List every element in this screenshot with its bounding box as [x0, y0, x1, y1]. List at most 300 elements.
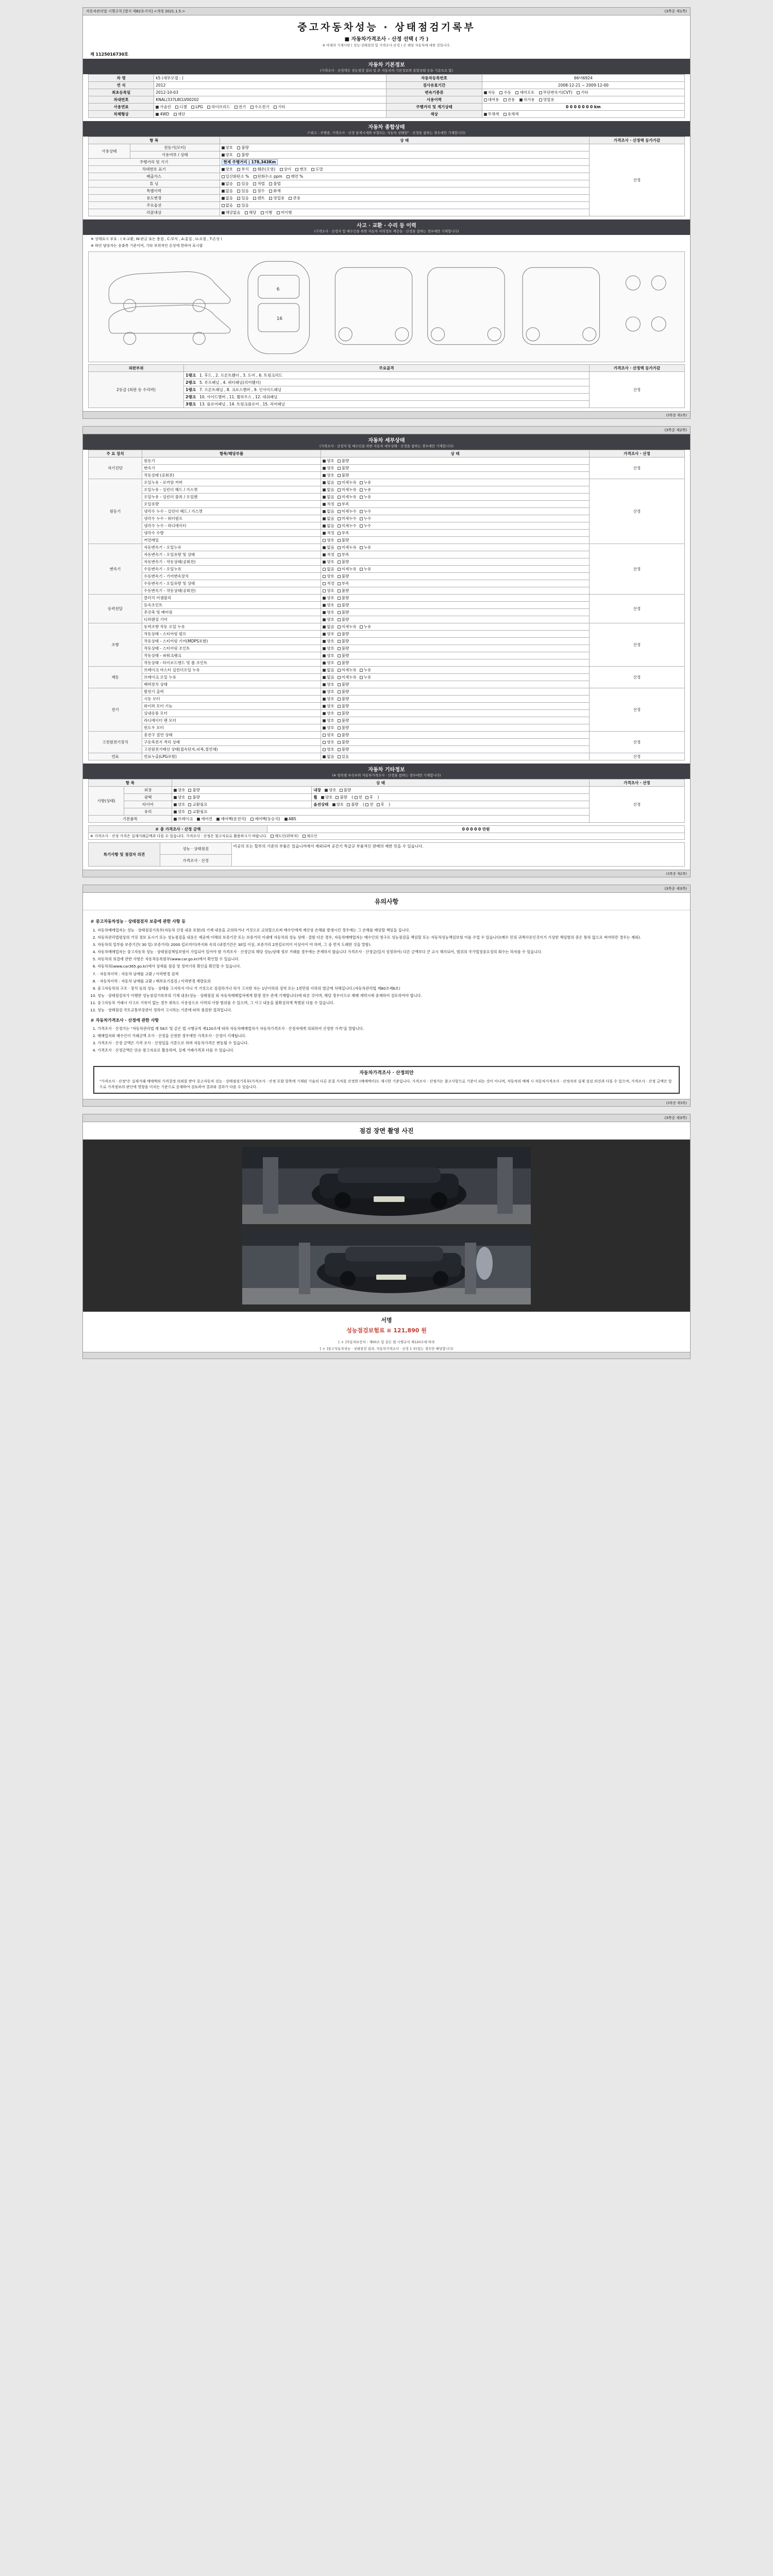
- guide-item-2-3: 4. 가격조사 · 산정금액은 단순 참고자료로 활용하며, 실제 거래가격과 다를 수 있습니다.: [97, 1047, 683, 1053]
- o20-good[interactable]: 양호: [174, 802, 186, 807]
- o11-front[interactable]: 전: [355, 794, 362, 800]
- remarks-row-1-key: 가격조사 · 산정: [160, 855, 231, 867]
- d65-bad[interactable]: 불량: [338, 725, 349, 731]
- detail-item-2-4: 수동변속기 - 기어변속장치: [142, 573, 321, 580]
- guide-item-1-8: 9. 중고자동차의 구조 · 장치 등의 성능 · 상태를 고지하지 아니 거 거짓으로 검검하거나 허가 고지한 자는 1년이하의 징역 또는 1천만원 이하의 벌금에 처해집니다.(자동차관리법 제80조제6호): [97, 986, 683, 991]
- guide-head-2: ＃ 자동차가격조사 · 산정에 관한 사항: [90, 1018, 159, 1023]
- declaration-box: [93, 1066, 680, 1094]
- detail-state-6-3: [321, 710, 590, 717]
- d01-good[interactable]: 양호: [323, 465, 334, 471]
- option-yes[interactable]: 있음: [237, 202, 249, 208]
- o11-bad[interactable]: 불량: [335, 794, 347, 800]
- color-opt-achromatic[interactable]: 무채색: [484, 111, 499, 117]
- recall-done[interactable]: 이행: [261, 210, 273, 215]
- detail-item-1-6: 냉각수 누수 - 라디에이터: [142, 522, 321, 530]
- d44-good[interactable]: 양호: [323, 653, 334, 658]
- d12-mini[interactable]: 미세누유: [338, 494, 357, 500]
- o21-rear[interactable]: 후: [377, 802, 384, 807]
- detail-item-4-5: 작동상태 - 타이로드엔드 및 볼 조인트: [142, 659, 321, 667]
- value-plate-no: 66머6924: [482, 75, 684, 82]
- d14-leak[interactable]: 누수: [360, 509, 372, 514]
- detail-state-4-1: [321, 631, 590, 638]
- d11-mini[interactable]: 미세누유: [338, 487, 357, 493]
- vin-opt-altered[interactable]: 변조: [295, 166, 307, 172]
- usechange-rent[interactable]: 렌트: [253, 195, 265, 201]
- fuel-opt-electric[interactable]: 전기: [234, 104, 246, 110]
- detail-item-4-2: 작동상태 - 스티어링 기어(MDPS포함): [142, 638, 321, 645]
- d60-good[interactable]: 양호: [323, 689, 334, 694]
- o11-rear[interactable]: 후: [365, 794, 373, 800]
- emission-smoke[interactable]: 매연 %: [287, 174, 303, 179]
- usage-opt-gov[interactable]: 관용: [503, 97, 515, 103]
- detail-item-5-1: 브레이크 오일 누유: [142, 674, 321, 681]
- d26-good[interactable]: 양호: [323, 588, 334, 594]
- d00-good[interactable]: 양호: [323, 458, 334, 464]
- d14-mini[interactable]: 미세누수: [338, 509, 357, 514]
- d71-bad[interactable]: 불량: [338, 739, 349, 745]
- other-row-2-second: 옵션상태 양호 불량 ( 전 후 ): [312, 801, 589, 808]
- o21-good[interactable]: 양호: [332, 802, 344, 807]
- d15-none[interactable]: 없음: [323, 516, 334, 521]
- photo1-svg: [242, 1147, 531, 1224]
- d16-none[interactable]: 없음: [323, 523, 334, 529]
- tuning-illegal[interactable]: 불법: [269, 181, 281, 187]
- d44-bad[interactable]: 불량: [338, 653, 349, 658]
- page2-left: [86, 428, 87, 433]
- tuning-none[interactable]: 없음: [222, 181, 233, 187]
- label-car-name: 차 명: [89, 75, 154, 82]
- inspection-photo-1: [242, 1147, 531, 1224]
- detail-col-price: 가격조사 · 산정: [589, 450, 684, 457]
- total-note: ※ 가격조사 · 산정 가격은 실제거래금액과 다를 수 있습니다. 가격조사 · 산정은 참고자료로 활용하시기 바랍니다. 매도인(위탁자) 매수인: [89, 833, 685, 840]
- vin-opt-good[interactable]: 양호: [222, 166, 233, 172]
- d31-bad[interactable]: 불량: [338, 602, 349, 608]
- page4-number: (3쪽중 제3쪽): [664, 1116, 687, 1121]
- guide-item-2-2: 3. 가격조사 · 산정 금액은 가격 조사 · 산정일을 기준으로 하며 자동차가격은 변동될 수 있습니다.: [97, 1040, 683, 1046]
- d24-good[interactable]: 양호: [323, 573, 334, 579]
- d17-ok[interactable]: 적정: [323, 530, 334, 536]
- detail-state-0-0: [321, 457, 590, 465]
- detail-item-7-1: 구동축전지 격리 상태: [142, 739, 321, 746]
- overall-row-1-name: 사용여부 / 상태: [130, 151, 220, 159]
- o30-good[interactable]: 양호: [174, 809, 186, 815]
- rank-col-price: 가격조사 · 산정액 등가가감: [589, 365, 684, 372]
- declaration-title: 자동차가격조사 · 산정의안: [359, 1070, 414, 1076]
- value-model-year: 2012: [154, 82, 386, 89]
- usage-opt-business[interactable]: 영업용: [539, 97, 554, 103]
- guide-item-2-0: 1. 가격조사 · 산정가는 "자동차관리법 제 58조 및 같은 법 시행규칙 제120조에 따라 자동차매매업자가 자동차가격조사 · 산정자에게 의뢰하여 산정한 가격"을 말합니다.: [97, 1026, 683, 1031]
- recall-yes[interactable]: 해당: [245, 210, 257, 215]
- d25-low[interactable]: 부족: [338, 581, 349, 586]
- o11-good[interactable]: 양호: [321, 794, 333, 800]
- d23-leak[interactable]: 누유: [360, 566, 372, 572]
- d70-good[interactable]: 양호: [323, 732, 334, 738]
- o30-rep[interactable]: 교환필요: [188, 809, 207, 815]
- detail-state-4-0: [321, 623, 590, 631]
- svg-text:6: 6: [276, 287, 280, 293]
- label-usage-history: 사용이력: [386, 96, 482, 104]
- overall-row-3-name: 차대번호 표기: [89, 166, 220, 173]
- detail-group-self-diagnosis: 자기진단: [89, 457, 142, 479]
- remarks-table: [88, 842, 685, 867]
- d32-bad[interactable]: 불량: [338, 609, 349, 615]
- detail-state-2-5: [321, 580, 590, 587]
- color-opt-chromatic[interactable]: 유채색: [503, 111, 519, 117]
- d45-good[interactable]: 양호: [323, 660, 334, 666]
- row1-opt-good[interactable]: 양호: [222, 152, 233, 158]
- overall-row-3-state: [220, 166, 589, 173]
- d31-good[interactable]: 양호: [323, 602, 334, 608]
- o20-rep[interactable]: 교환필요: [188, 802, 207, 807]
- trans-opt-semi[interactable]: 세미오토: [515, 90, 534, 95]
- total-value: 0 0 0 0 0 만원: [267, 826, 685, 833]
- d63-good[interactable]: 양호: [323, 710, 334, 716]
- detail-price-3: 산정: [589, 595, 684, 623]
- d40-none[interactable]: 없음: [323, 624, 334, 630]
- d22-good[interactable]: 양호: [323, 559, 334, 565]
- page4-footer: [83, 1352, 690, 1359]
- d12-leak[interactable]: 누유: [360, 494, 372, 500]
- overall-row-4-name: 배출가스: [89, 173, 220, 180]
- base-airbag-driver[interactable]: 에어백(운전석): [216, 816, 246, 822]
- usage-opt-rental[interactable]: 대여용: [484, 97, 499, 103]
- trans-opt-cvt[interactable]: 무단변속기(CVT): [539, 90, 573, 95]
- detail-state-5-1: [321, 674, 590, 681]
- d42-good[interactable]: 양호: [323, 638, 334, 644]
- o01-bad[interactable]: 불량: [340, 787, 351, 793]
- overall-row-5-name: 튜 닝: [89, 180, 220, 188]
- detail-group-steering: 조향: [89, 623, 142, 667]
- emission-hc[interactable]: 탄화수소 ppm: [254, 174, 282, 179]
- d50-mini[interactable]: 미세누유: [338, 667, 357, 673]
- usechange-biz[interactable]: 영업용: [269, 195, 284, 201]
- total-check-seller[interactable]: 매도인(위탁자): [271, 834, 298, 839]
- base-ac[interactable]: 에어컨: [197, 816, 212, 822]
- vin-opt-diff[interactable]: 상이: [280, 166, 292, 172]
- d41-bad[interactable]: 불량: [338, 631, 349, 637]
- label-fuel: 사용연료: [89, 104, 154, 111]
- d16-mini[interactable]: 미세누수: [338, 523, 357, 529]
- remarks-row-value[interactable]: 비공의 또는 할부의 기준의 부품은 있습니까에서 제외되며 공간기 특급규 부품적인 판매의 제한 민을 수 있습니다.: [231, 843, 684, 867]
- detail-price-2: 산정: [589, 544, 684, 595]
- fuel-opt-hydrogen[interactable]: 수소전기: [250, 104, 270, 110]
- value-usage-history: [482, 96, 684, 104]
- page2-header-bar: [83, 427, 690, 434]
- special-fire[interactable]: 화재: [269, 188, 281, 194]
- d02-bad[interactable]: 불량: [338, 472, 349, 478]
- o00-bad[interactable]: 불량: [188, 787, 200, 793]
- vin-opt-damage[interactable]: 훼손(오염): [253, 166, 275, 172]
- detail-group-brake: 제동: [89, 667, 142, 688]
- overall-row-8-state: [220, 202, 589, 209]
- rank-row-3: 2랭크 10. 사이드멤버 , 11. 휠하우스 , 12. 대쉬패널: [184, 394, 590, 401]
- d64-good[interactable]: 양호: [323, 718, 334, 723]
- detail-state-6-5: [321, 724, 590, 732]
- detail-group-electric: 전기: [89, 688, 142, 732]
- value-vin: KNAL(337L8CLV00202: [154, 96, 386, 104]
- special-yes[interactable]: 있음: [237, 188, 249, 194]
- detail-item-3-1: 등속조인트: [142, 602, 321, 609]
- label-vin: 차대번호: [89, 96, 154, 104]
- detail-item-6-0: 발전기 출력: [142, 688, 321, 696]
- detail-state-8-0: [321, 753, 590, 760]
- usechange-yes[interactable]: 있음: [237, 195, 249, 201]
- detail-item-1-5: 냉각수 누수 - 워터펌프: [142, 515, 321, 522]
- other-row-0-name: 외장: [124, 787, 172, 794]
- detail-state-1-3: [321, 501, 590, 508]
- total-check-buyer[interactable]: 매수인: [303, 834, 317, 839]
- d20-mini[interactable]: 미세누유: [338, 545, 357, 550]
- d14-none[interactable]: 없음: [323, 509, 334, 514]
- o10-good[interactable]: 양호: [174, 794, 186, 800]
- detail-item-3-0: 클러치 어셈블리: [142, 595, 321, 602]
- d26-bad[interactable]: 불량: [338, 588, 349, 594]
- d21-ok[interactable]: 적정: [323, 552, 334, 557]
- d50-none[interactable]: 없음: [323, 667, 334, 673]
- d80-none[interactable]: 없음: [323, 754, 334, 759]
- d51-mini[interactable]: 미세누유: [338, 674, 357, 680]
- d50-leak[interactable]: 누유: [360, 667, 372, 673]
- d42-bad[interactable]: 불량: [338, 638, 349, 644]
- overall-row-4-state: [220, 173, 589, 180]
- d72-bad[interactable]: 불량: [338, 747, 349, 752]
- d64-bad[interactable]: 불량: [338, 718, 349, 723]
- d40-mini[interactable]: 미세누유: [338, 624, 357, 630]
- d40-leak[interactable]: 누유: [360, 624, 372, 630]
- guide-item-1-9: 10. 성능 · 상태점검자가 이행한 성능점검기록부의 기재 내용(성능 · 상태점검 외 자동차매매업자에게 발생 경우 관계 기재합니다)에 따른 것이며, 해당 경우이므로 매매 계약시에 중재하여 검토하여야 합니다.: [97, 993, 683, 998]
- d18-bad[interactable]: 불량: [338, 537, 349, 543]
- photos-title: 점검 장면 촬영 사진: [83, 1122, 690, 1140]
- d33-bad[interactable]: 불량: [338, 617, 349, 622]
- row0-opt-good[interactable]: 양호: [222, 145, 233, 150]
- page-2: [82, 426, 691, 877]
- d02-good[interactable]: 양호: [323, 472, 334, 478]
- page-number-top: (3쪽중 제1쪽): [664, 9, 687, 13]
- special-flood[interactable]: 침수: [253, 188, 265, 194]
- base-abs[interactable]: ABS: [284, 817, 296, 821]
- row1-opt-bad[interactable]: 불량: [237, 152, 249, 158]
- detail-item-3-2: 추진축 및 베어링: [142, 609, 321, 616]
- d17-low[interactable]: 부족: [338, 530, 349, 536]
- detail-item-6-3: 실내송풍 모터: [142, 710, 321, 717]
- d45-bad[interactable]: 불량: [338, 660, 349, 666]
- document-title: 중고자동차성능 · 상태점검기록부: [297, 22, 476, 33]
- base-brake[interactable]: 브레이크: [174, 816, 193, 822]
- d70-bad[interactable]: 불량: [338, 732, 349, 738]
- other-row-2-state: [172, 801, 311, 808]
- section-basic-info-band: [83, 59, 690, 74]
- label-body-type: 차체형상: [89, 111, 154, 118]
- detail-item-1-2: 오일누유 - 실린더 블록 / 오일팬: [142, 494, 321, 501]
- overall-row-2-state: [220, 159, 589, 166]
- trans-opt-manual[interactable]: 수동: [499, 90, 511, 95]
- detail-item-7-0: 충전구 절연 상태: [142, 732, 321, 739]
- body-opt-4wd[interactable]: 4WD: [156, 112, 169, 116]
- d51-none[interactable]: 없음: [323, 674, 334, 680]
- detail-state-6-2: [321, 703, 590, 710]
- other-row-0-state: [172, 787, 311, 794]
- d20-leak[interactable]: 누유: [360, 545, 372, 550]
- rank-col-frame: 주요골격: [184, 365, 590, 372]
- usechange-none[interactable]: 없음: [222, 195, 233, 201]
- d62-good[interactable]: 양호: [323, 703, 334, 709]
- d21-low[interactable]: 부족: [338, 552, 349, 557]
- d63-bad[interactable]: 불량: [338, 710, 349, 716]
- d51-leak[interactable]: 누유: [360, 674, 372, 680]
- d16-leak[interactable]: 누수: [360, 523, 372, 529]
- d12-none[interactable]: 없음: [323, 494, 334, 500]
- detail-item-4-0: 동력조향 작동 오일 누유: [142, 623, 321, 631]
- d30-good[interactable]: 양호: [323, 595, 334, 601]
- emission-co[interactable]: 일산화탄소 %: [222, 174, 249, 179]
- d30-bad[interactable]: 불량: [338, 595, 349, 601]
- recall-notdone[interactable]: 미이행: [277, 210, 292, 215]
- detail-item-2-0: 자동변속기 - 오일누유: [142, 544, 321, 551]
- fuel-opt-diesel[interactable]: 디젤: [175, 104, 187, 110]
- d52-bad[interactable]: 불량: [338, 682, 349, 687]
- guide-item-1-7: 8. · 자동차이력 : 자동차 남예를 교환 / 배부표기검검 / 이력변경 계량표의: [97, 978, 683, 984]
- d00-bad[interactable]: 불량: [338, 458, 349, 464]
- d62-bad[interactable]: 불량: [338, 703, 349, 709]
- fuel-opt-etc[interactable]: 기타: [274, 104, 285, 110]
- value-car-name: k5 (세부모델 : ): [154, 75, 386, 82]
- detail-state-6-0: [321, 688, 590, 696]
- detail-price-8: 산정: [589, 753, 684, 760]
- o10-bad[interactable]: 불량: [188, 794, 200, 800]
- d20-none[interactable]: 없음: [323, 545, 334, 550]
- d15-mini[interactable]: 미세누수: [338, 516, 357, 521]
- base-airbag-passenger[interactable]: 에어백(동승석): [250, 816, 280, 822]
- page-3: [82, 885, 691, 1107]
- d80-yes[interactable]: 있음: [338, 754, 349, 759]
- page3-left: [86, 886, 87, 891]
- trans-opt-auto[interactable]: 자동: [484, 90, 496, 95]
- detail-state-1-8: [321, 537, 590, 544]
- detail-item-4-1: 작동상태 - 스티어링 펌프: [142, 631, 321, 638]
- detail-state-0-1: [321, 465, 590, 472]
- tuning-legal[interactable]: 적법: [253, 181, 265, 187]
- other-group-condition: 사항(상태): [89, 787, 124, 816]
- detail-state-1-0: [321, 479, 590, 486]
- guide-item-1-11: 12. 성능 · 상태점검 국토교통부장관이 정하여 고시하는 기준에 따라 점검한 결과입니다.: [97, 1007, 683, 1013]
- document-subtitle: ■ 자동차가격조사 · 산정 선택 ( 가 ): [344, 37, 429, 42]
- detail-state-5-0: [321, 667, 590, 674]
- detail-item-6-2: 와이퍼 모터 기능: [142, 703, 321, 710]
- d10-mini[interactable]: 미세누유: [338, 480, 357, 485]
- special-none[interactable]: 없음: [222, 188, 233, 194]
- overall-row-6-name: 특별이력: [89, 188, 220, 195]
- vin-opt-corrosion[interactable]: 부식: [237, 166, 249, 172]
- detail-item-2-2: 자동변속기 - 작동상태(공회전): [142, 558, 321, 566]
- d43-good[interactable]: 양호: [323, 646, 334, 651]
- recall-na[interactable]: 해당없음: [222, 210, 241, 215]
- d01-bad[interactable]: 불량: [338, 465, 349, 471]
- page3-footer: (3쪽중 제3쪽): [83, 1099, 690, 1106]
- guide-item-1-4: 5. 자동차의 의결에 관한 사항은 자동차등록원부(www.car.go.kr)에서 확인할 수 있습니다.: [97, 956, 683, 962]
- label-mileage: 주행거리 및 계기상태: [386, 104, 482, 111]
- accident-note-1: ※ 상태표시 부호 : ( X:교환, W:판금 또는 용접 , C:부식 , A:흠집 , U:요철 , T:손상 ): [91, 237, 223, 241]
- fuel-opt-lpg[interactable]: LPG: [191, 105, 203, 109]
- overall-row-5-state: [220, 180, 589, 188]
- detail-item-0-0: 원동기: [142, 457, 321, 465]
- detail-price-6: 산정: [589, 688, 684, 732]
- detail-price-5: 산정: [589, 667, 684, 688]
- guide-item-1-10: 11. 중고자동차 거래시 사고로 기록이 없는 경우 취득도 사용상으로 이력의 사항 범위를 수 있으며, 그 사고 내용을 불확실하게 특별된 다를 수 있습니다.: [97, 1000, 683, 1006]
- fuel-opt-hybrid[interactable]: 하이브리드: [207, 104, 230, 110]
- o01-good[interactable]: 양호: [325, 787, 337, 793]
- d52-good[interactable]: 양호: [323, 682, 334, 687]
- detail-price-4: 산정: [589, 623, 684, 667]
- other-row-3-name: 유리: [124, 808, 172, 816]
- d13-low[interactable]: 부족: [338, 501, 349, 507]
- body-opt-sedan[interactable]: 세단: [174, 111, 186, 117]
- usechange-gov[interactable]: 관용: [289, 195, 300, 201]
- d43-bad[interactable]: 불량: [338, 646, 349, 651]
- row0-opt-bad[interactable]: 불량: [237, 145, 249, 150]
- detail-item-1-8: 커먼레일: [142, 537, 321, 544]
- d22-bad[interactable]: 불량: [338, 559, 349, 565]
- o21-front[interactable]: 전: [365, 802, 373, 807]
- damage-diagram-svg: [89, 252, 684, 363]
- rank-row-0: 1랭크 1. 후드 , 2. 프론트휀더 , 3. 도어 , 6. 트렁크리드: [184, 372, 590, 379]
- d15-leak[interactable]: 누수: [360, 516, 372, 521]
- d61-good[interactable]: 양호: [323, 696, 334, 702]
- d24-bad[interactable]: 불량: [338, 573, 349, 579]
- detail-state-2-4: [321, 573, 590, 580]
- d10-none[interactable]: 없음: [323, 480, 334, 485]
- o21-bad[interactable]: 불량: [347, 802, 359, 807]
- other-row-1-second: 휠 양호 불량 ( 전 후 ): [312, 794, 589, 801]
- d33-good[interactable]: 양호: [323, 617, 334, 622]
- d61-bad[interactable]: 불량: [338, 696, 349, 702]
- vin-opt-erased[interactable]: 도말: [311, 166, 323, 172]
- d71-good[interactable]: 양호: [323, 739, 334, 745]
- detail-item-1-3: 오일유량: [142, 501, 321, 508]
- d60-bad[interactable]: 불량: [338, 689, 349, 694]
- d18-good[interactable]: 양호: [323, 537, 334, 543]
- guide-list-2: [97, 1026, 683, 1054]
- option-none[interactable]: 없음: [222, 202, 233, 208]
- rank-row-2: 1랭크 7. 프론트패널 , 8. 크로스멤버 , 9. 인사이드패널: [184, 386, 590, 394]
- fuel-opt-gasoline[interactable]: 가솔린: [156, 104, 171, 110]
- trans-opt-etc[interactable]: 기타: [577, 90, 589, 95]
- detail-item-4-3: 작동상태 - 스티어링 조인트: [142, 645, 321, 652]
- photo-foot-2: [ ＊ ]중고자동차성능 · 상태점검 결과, 자동차가격조사 · 산정 1 부(있는 경우만 해당합니다): [320, 1347, 453, 1351]
- d10-leak[interactable]: 누유: [360, 480, 372, 485]
- overall-row-7-state: [220, 195, 589, 202]
- d11-leak[interactable]: 누유: [360, 487, 372, 493]
- detail-item-5-0: 브레이크 마스터 실린더오일 누유: [142, 667, 321, 674]
- section-other-note: (※ 항목별 부속부위 자동차가격조사 · 산정을 참하는 경우에만 기재합니다): [332, 773, 441, 778]
- d25-ok[interactable]: 적정: [323, 581, 334, 586]
- o00-good[interactable]: 양호: [174, 787, 186, 793]
- tuning-yes[interactable]: 있음: [237, 181, 249, 187]
- page-4: [82, 1114, 691, 1359]
- d65-good[interactable]: 양호: [323, 725, 334, 731]
- d23-none[interactable]: 없음: [323, 566, 334, 572]
- d41-good[interactable]: 양호: [323, 631, 334, 637]
- remarks-label: 특기사항 및 점검자 의견: [89, 843, 160, 867]
- usage-opt-private[interactable]: 자가용: [519, 97, 535, 103]
- d23-mini[interactable]: 미세누유: [338, 566, 357, 572]
- other-base-label: 기본품목: [89, 816, 172, 823]
- guide-head-1: ＃ 중고자동차성능 · 상태점검자 보증에 관한 사항 등: [90, 919, 186, 924]
- d72-good[interactable]: 양호: [323, 747, 334, 752]
- d32-good[interactable]: 양호: [323, 609, 334, 615]
- d11-none[interactable]: 없음: [323, 487, 334, 493]
- d13-ok[interactable]: 적정: [323, 501, 334, 507]
- detail-state-1-1: [321, 486, 590, 494]
